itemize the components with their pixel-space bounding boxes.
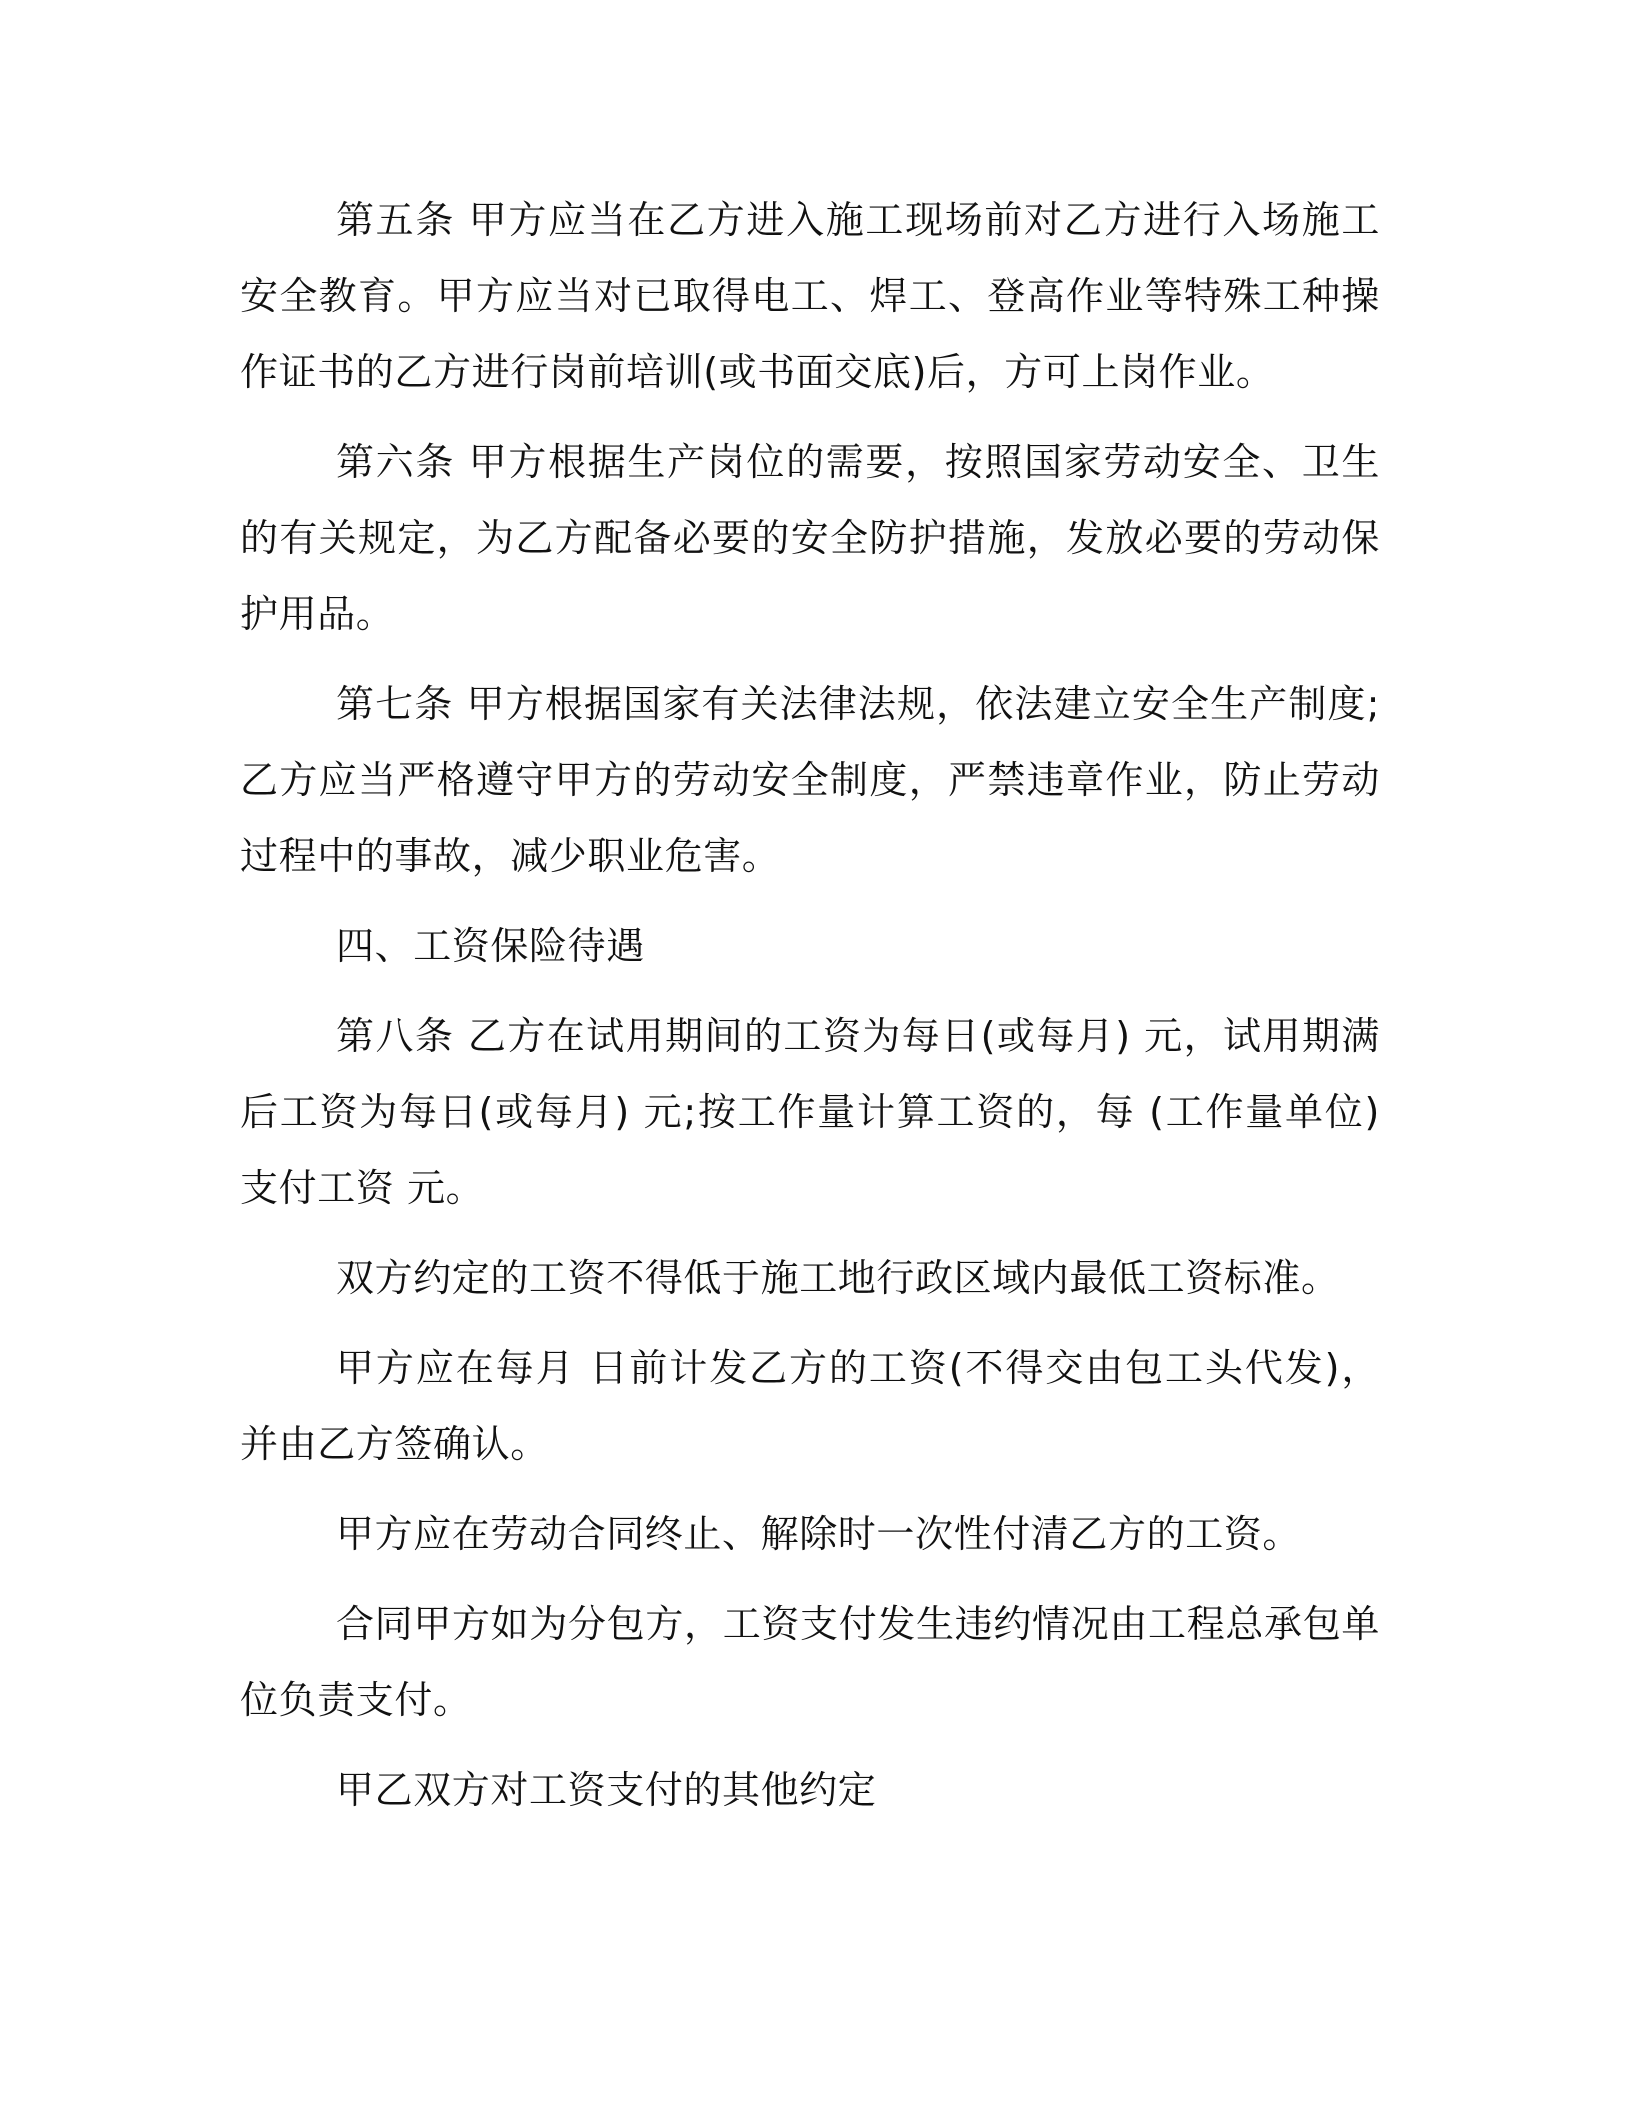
monthly-pay-paragraph: 甲方应在每月 日前计发乙方的工资(不得交由包工头代发)，并由乙方签确认。 xyxy=(240,1346,1380,1466)
termination-pay-paragraph: 甲方应在劳动合同终止、解除时一次性付清乙方的工资。 xyxy=(336,1512,1302,1556)
section-4-heading: 四、工资保险待遇 xyxy=(336,924,645,968)
minimum-wage-paragraph: 双方约定的工资不得低于施工地行政区域内最低工资标准。 xyxy=(336,1256,1340,1300)
clause-6-paragraph: 第六条 甲方根据生产岗位的需要，按照国家劳动安全、卫生的有关规定，为乙方配备必要的安全防护措施，发放必要的劳动保护用品。 xyxy=(240,440,1380,636)
clause-8-paragraph: 第八条 乙方在试用期间的工资为每日(或每月) 元，试用期满后工资为每日(或每月) 元;按工作量计算工资的，每 (工作量单位)支付工资 元。 xyxy=(240,1014,1380,1210)
clause-5-paragraph: 第五条 甲方应当在乙方进入施工现场前对乙方进行入场施工安全教育。甲方应当对已取得电工、焊工、登高作业等特殊工种操作证书的乙方进行岗前培训(或书面交底)后，方可上岗作业。 xyxy=(240,198,1380,394)
subcontractor-paragraph: 合同甲方如为分包方，工资支付发生违约情况由工程总承包单位负责支付。 xyxy=(240,1602,1380,1722)
clause-7-paragraph: 第七条 甲方根据国家有关法律法规，依法建立安全生产制度;乙方应当严格遵守甲方的劳动安全制度，严禁违章作业，防止劳动过程中的事故，减少职业危害。 xyxy=(240,682,1380,878)
other-agreements-paragraph: 甲乙双方对工资支付的其他约定 xyxy=(336,1768,877,1812)
document-body xyxy=(240,182,1380,1842)
